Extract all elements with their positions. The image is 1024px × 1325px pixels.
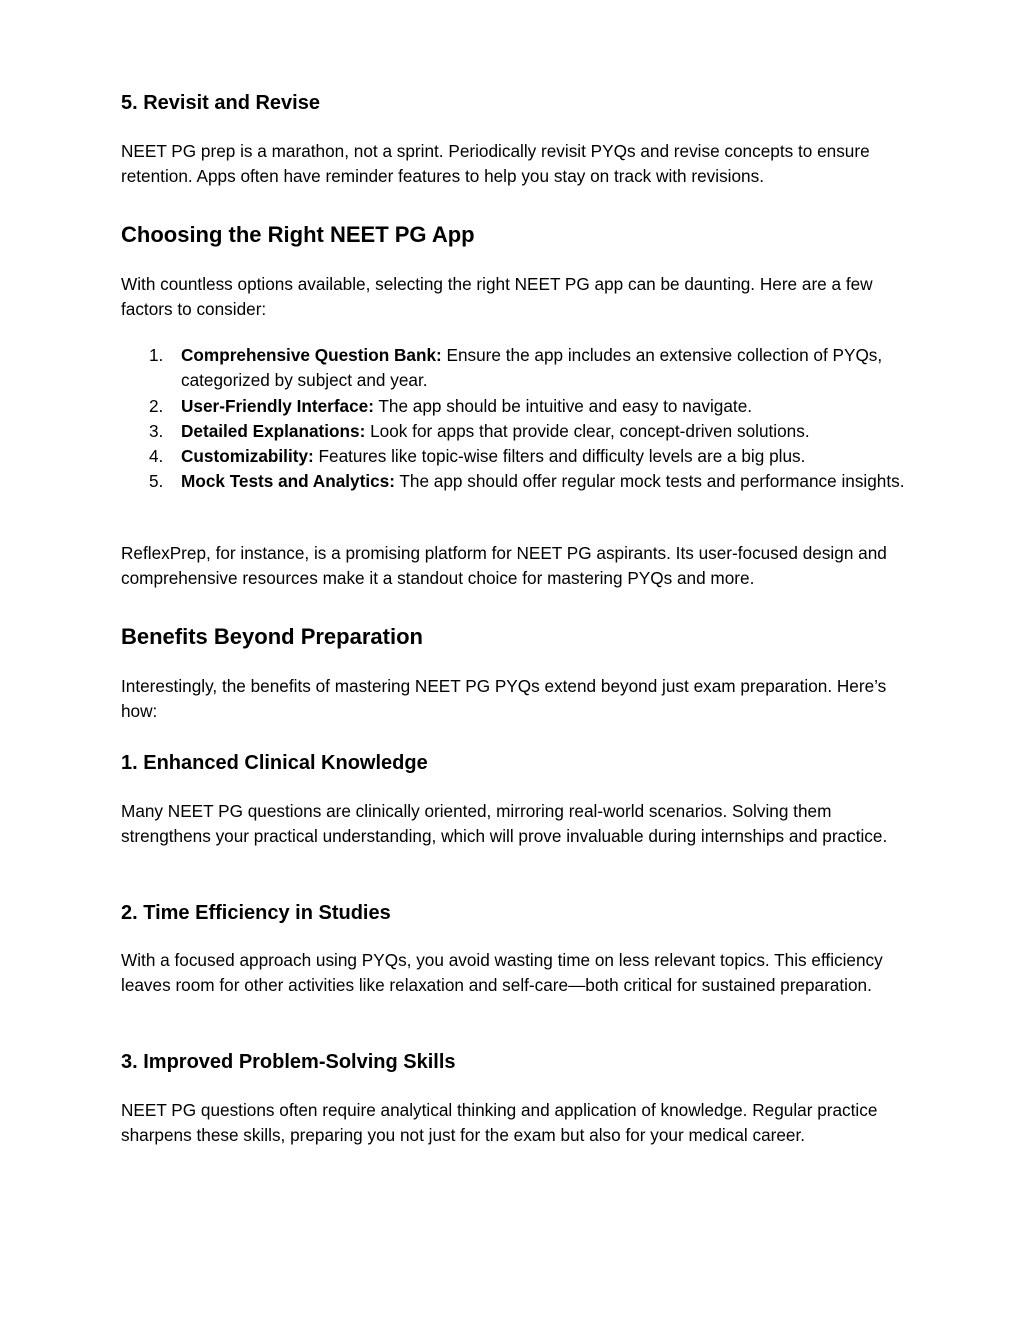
list-number: 4. — [149, 446, 164, 467]
list-item-label: Comprehensive Question Bank: — [181, 345, 442, 365]
list-item — [121, 444, 911, 469]
list-number: 2. — [149, 395, 164, 416]
paragraph-time: With a focused approach using PYQs, you avoid wasting time on less relevant topics. This efficiency leaves room for other activities like relaxation and self-care—both critical for sustained preparation. — [121, 950, 883, 996]
list-item-text: Ensure the app includes an extensive collection of PYQs, categorized by subject and year. — [181, 345, 883, 391]
list-number: 1. — [149, 345, 164, 365]
paragraph-choosing-intro: With countless options available, selecting the right NEET PG app can be daunting. Here are a few factors to consider: — [121, 274, 873, 320]
list-item-label: Detailed Explanations: — [181, 420, 366, 441]
heading-clinical-knowledge: 1. Enhanced Clinical Knowledge — [121, 752, 428, 774]
list-item-label: Customizability: — [181, 446, 314, 467]
heading-time-efficiency: 2. Time Efficiency in Studies — [121, 902, 391, 924]
list-item-text: The app should offer regular mock tests and performance insights. — [394, 471, 905, 492]
heading-problem-solving: 3. Improved Problem-Solving Skills — [121, 1051, 456, 1073]
paragraph-reflexprep: ReflexPrep, for instance, is a promising platform for NEET PG aspirants. Its user-focused design and comprehensive resources make it a standout choice for mastering PYQs and more. — [121, 543, 887, 589]
list-item-text: The app should be intuitive and easy to navigate. — [373, 395, 753, 416]
heading-revisit-and-revise: 5. Revisit and Revise — [121, 92, 320, 114]
list-item-text: Features like topic-wise filters and difficulty levels are a big plus. — [313, 446, 806, 467]
list-item — [121, 343, 911, 394]
heading-benefits: Benefits Beyond Preparation — [121, 624, 423, 649]
list-item — [121, 469, 911, 494]
paragraph-problem: NEET PG questions often require analytical thinking and application of knowledge. Regular practice sharpens these skills, preparing you not just for the exam but also for your medical career. — [121, 1100, 878, 1146]
list-item-label: Mock Tests and Analytics: — [181, 471, 395, 492]
paragraph-revisit: NEET PG prep is a marathon, not a sprint. Periodically revisit PYQs and revise concepts to ensure retention. Apps often have reminder features to help you stay on track with revisions. — [121, 141, 870, 187]
list-number: 5. — [149, 471, 164, 492]
list-item — [121, 394, 911, 419]
list-number: 3. — [149, 420, 164, 441]
factors-list — [121, 343, 911, 495]
paragraph-clinical: Many NEET PG questions are clinically oriented, mirroring real-world scenarios. Solving them strengthens your practical understanding, which will prove invaluable during internships and practice. — [121, 801, 888, 847]
paragraph-benefits-intro: Interestingly, the benefits of mastering NEET PG PYQs extend beyond just exam preparation. Here’s how: — [121, 676, 887, 722]
heading-choosing-app: Choosing the Right NEET PG App — [121, 222, 475, 247]
list-item-label: User-Friendly Interface: — [181, 395, 374, 416]
list-item — [121, 419, 911, 444]
list-item-text: Look for apps that provide clear, concept-driven solutions. — [365, 420, 810, 441]
